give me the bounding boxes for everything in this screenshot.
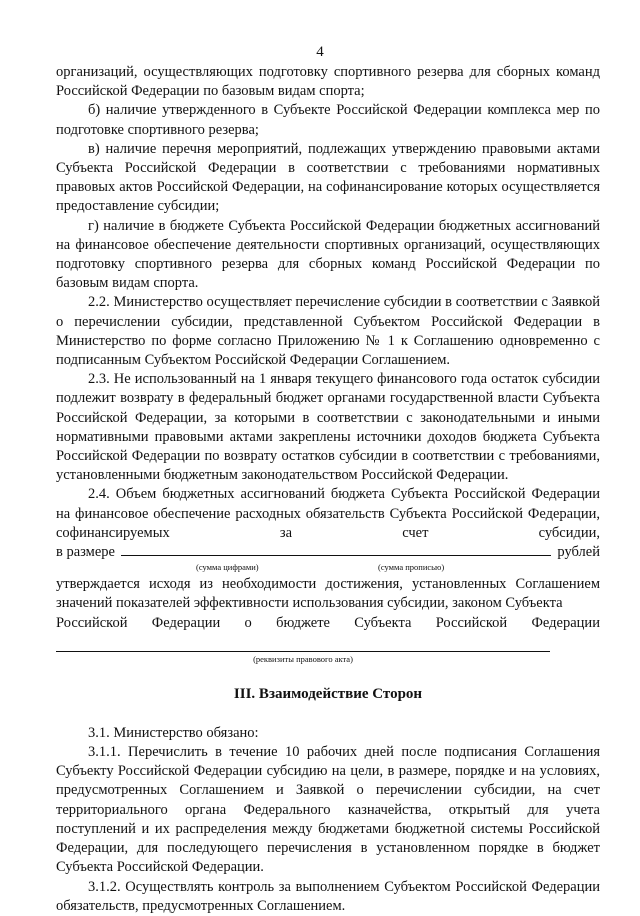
paragraph-3-1: 3.1. Министерство обязано: xyxy=(88,724,259,741)
word: бюджете xyxy=(276,614,330,631)
paragraph-b: б) наличие утвержденного в Субъекте Российской Федерации комплекса мер по подготовке спортивного резерва; xyxy=(56,102,600,138)
word: Субъекта xyxy=(354,614,412,631)
document-body xyxy=(56,63,600,916)
word: Российской xyxy=(56,614,128,631)
word: о xyxy=(244,614,252,631)
paragraph-continuation: организаций, осуществляющих подготовку спортивного резерва для сборных команд Российской Федерации по базовым видам спорта; xyxy=(56,64,600,100)
amount-captions xyxy=(56,562,600,575)
caption-legal-act: (реквизиты правового акта) xyxy=(253,653,353,664)
legal-act-blank-line xyxy=(56,651,550,652)
caption-sum-digits: (сумма цифрами) xyxy=(196,562,259,573)
paragraph-2-3: 2.3. Не использованный на 1 января текущего финансового года остаток субсидии подлежит возврату в федеральный бюджет органами государственной власти Субъекта Российской Федерации, за которыми в соответствии с законодательными и иными нормативными правовыми актами закреплены источники доходов бюджета Субъекта Российской Федерации по возврату остатков субсидии в соответствии с требованиями, установленными бюджетным законодательством Российской Федерации. xyxy=(56,371,600,484)
amount-blank-line xyxy=(121,554,551,556)
paragraph-2-4-continued: утверждается исходя из необходимости достижения, установленных Соглашением значений показателей эффективности использования субсидии, законом Субъекта xyxy=(56,576,600,612)
paragraph-v: в) наличие перечня мероприятий, подлежащих утверждению правовыми актами Субъекта Российской Федерации в соответствии с требованиями нормативных правовых актов Российской Федерации, на софинансирование которых осуществляется предоставление субсидии; xyxy=(56,140,600,215)
word: Федерации xyxy=(531,614,600,631)
section-heading: III. Взаимодействие Сторон xyxy=(233,685,423,702)
amount-fill-row xyxy=(56,543,600,562)
paragraph-3-1-1: 3.1.1. Перечислить в течение 10 рабочих дней после подписания Соглашения Субъекту Российской Федерации субсидию на цели, в размере, порядке и на условиях, предусмотренных Соглашением и Заявкой о перечислении субсидии, на счет территориального органа Федерального казначейства, открытый для учета поступлений и их распределения между бюджетами бюджетной системы Российской Федерации, для последующего перечисления в установленном порядке в бюджет Субъекта Российской Федерации. xyxy=(56,744,600,876)
paragraph-3-1-2: 3.1.2. Осуществлять контроль за выполнением Субъектом Российской Федерации обязательств, предусмотренных Соглашением. xyxy=(56,878,600,914)
word: Российской xyxy=(435,614,508,631)
paragraph-2-2: 2.2. Министерство осуществляет перечисление субсидии в соответствии с Заявкой о перечислении субсидии, представленной Субъектом Российской Федерации в Министерство по форме согласно Приложению № 1 к Соглашению одновременно с подписанным Субъектом Российской Федерации Соглашением. xyxy=(56,294,600,369)
word: Федерации xyxy=(151,614,221,631)
paragraph-2-4: 2.4. Объем бюджетных ассигнований бюджета Субъекта Российской Федерации на финансовое обеспечение расходных обязательств Субъекта Российской Федерации, софинансируемых за счет субсидии, xyxy=(56,486,600,541)
caption-sum-words: (сумма прописью) xyxy=(378,562,445,573)
amount-prefix: в размере xyxy=(56,544,115,561)
amount-suffix: рублей xyxy=(557,544,600,561)
page-number: 4 xyxy=(316,44,324,60)
paragraph-2-4-last-line xyxy=(56,614,600,633)
paragraph-g: г) наличие в бюджете Субъекта Российской Федерации бюджетных ассигнований на финансовое обеспечение деятельности спортивных организаций, осуществляющих подготовку спортивного резерва для сборных команд Российской Федерации по базовым видам спорта. xyxy=(56,217,600,292)
